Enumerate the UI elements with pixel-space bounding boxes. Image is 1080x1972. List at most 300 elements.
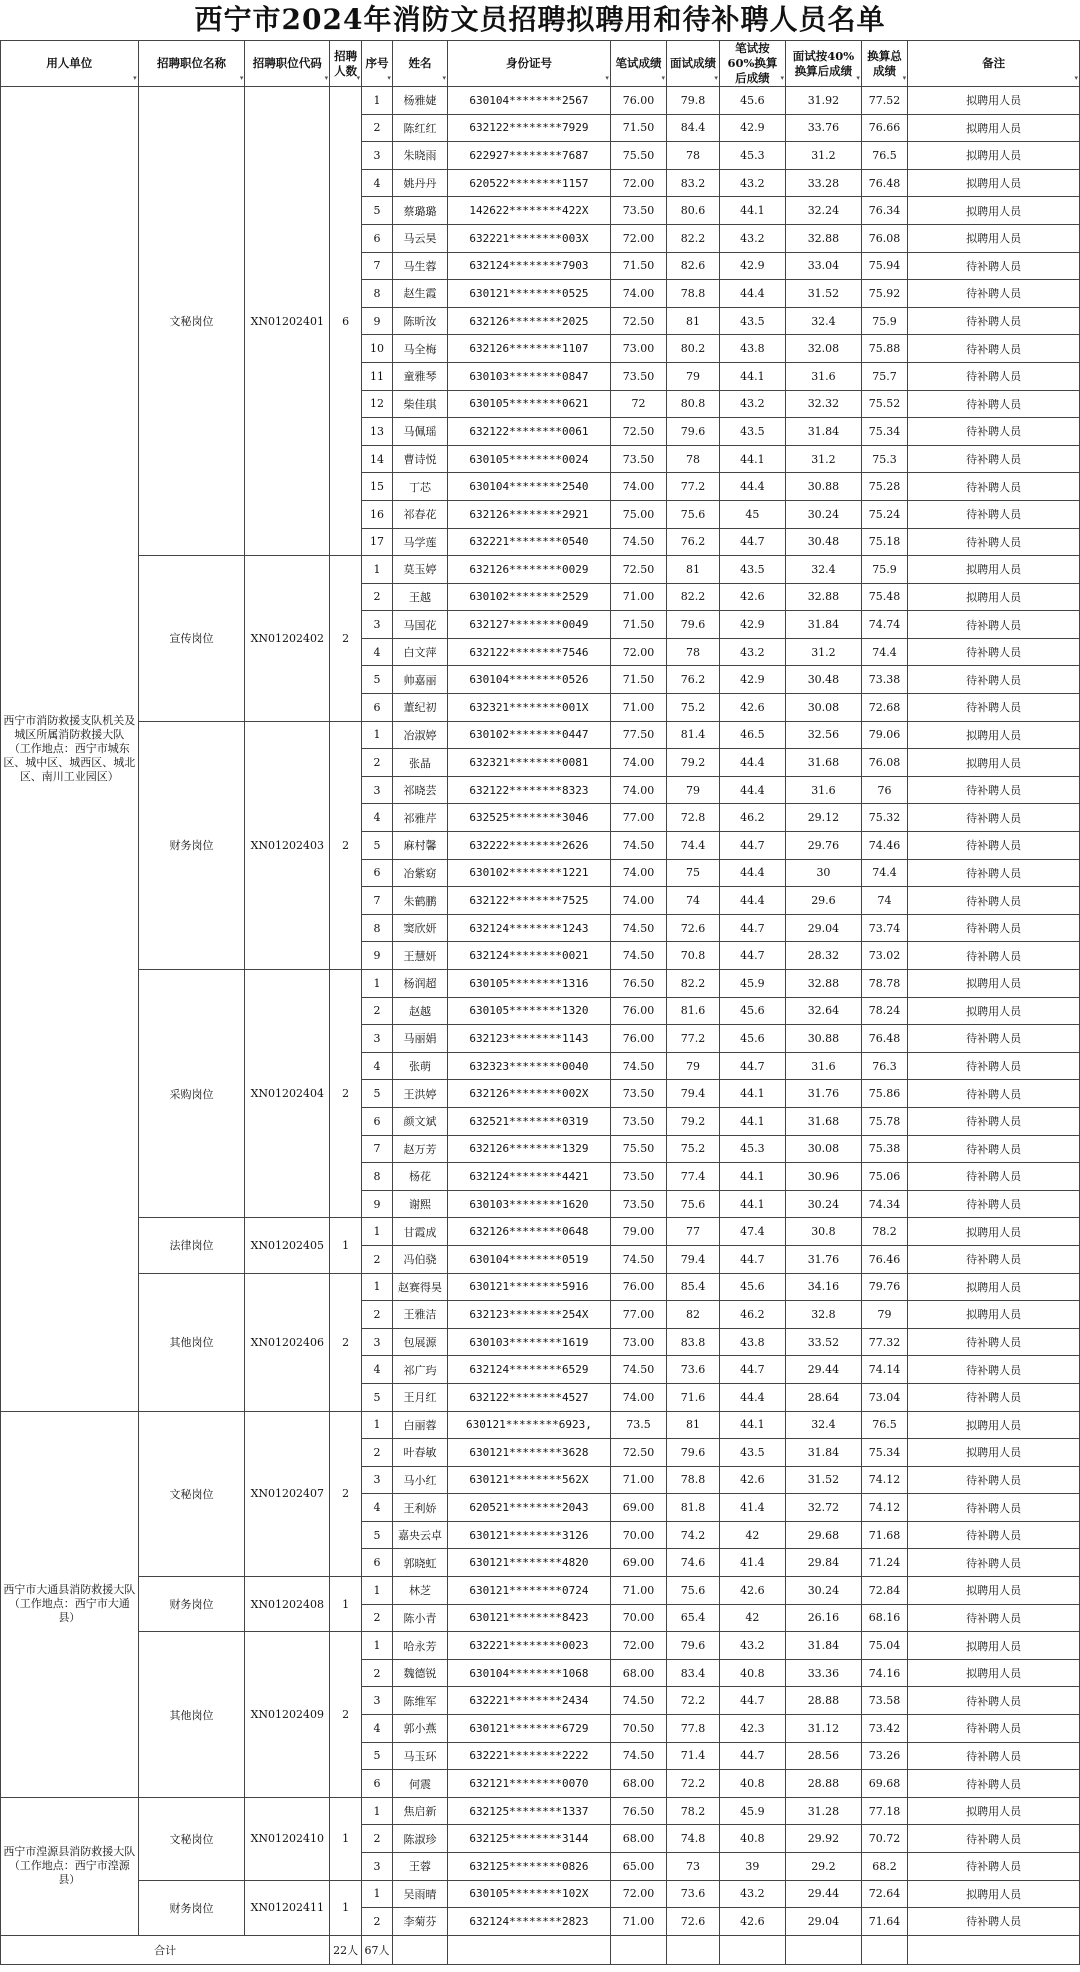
interview-40-cell: 28.64	[785, 1383, 861, 1411]
written-60-cell: 43.2	[719, 224, 785, 252]
total-score-cell: 71.64	[861, 1908, 907, 1936]
id-number-cell: 630121********562X	[447, 1466, 610, 1494]
remark-cell: 待补聘人员	[908, 776, 1080, 804]
total-score-cell: 76.66	[861, 114, 907, 142]
row-index-cell: 2	[362, 1825, 393, 1853]
written-60-cell: 44.4	[719, 280, 785, 308]
written-score-cell: 74.50	[610, 1356, 666, 1384]
filter-dropdown-icon[interactable]: ▾	[661, 73, 666, 82]
id-number-cell: 632125********3144	[447, 1825, 610, 1853]
person-name-cell: 林芝	[392, 1577, 447, 1605]
unit-cell: 西宁市湟源县消防救援大队 （工作地点：西宁市湟源县）	[1, 1797, 139, 1935]
written-score-cell: 73.50	[610, 1107, 666, 1135]
id-number-cell: 630102********0447	[447, 721, 610, 749]
written-score-cell: 76.50	[610, 970, 666, 998]
id-number-cell: 630105********1316	[447, 970, 610, 998]
written-score-cell: 75.50	[610, 142, 666, 170]
position-count-cell: 1	[330, 1218, 362, 1273]
remark-cell: 待补聘人员	[908, 252, 1080, 280]
table-row	[1, 1632, 1080, 1660]
id-number-cell: 632126********1329	[447, 1135, 610, 1163]
interview-40-cell: 29.92	[785, 1825, 861, 1853]
interview-40-cell: 32.4	[785, 1411, 861, 1439]
person-name-cell: 陈维军	[392, 1687, 447, 1715]
remark-cell: 拟聘用人员	[908, 970, 1080, 998]
person-name-cell: 马玉环	[392, 1742, 447, 1770]
id-number-cell: 632126********2025	[447, 307, 610, 335]
interview-40-cell: 30.48	[785, 666, 861, 694]
person-name-cell: 朱晓雨	[392, 142, 447, 170]
interview-40-cell: 29.04	[785, 914, 861, 942]
written-score-cell: 72.00	[610, 169, 666, 197]
filter-dropdown-icon[interactable]: ▾	[780, 73, 784, 82]
interview-score-cell: 74.2	[667, 1521, 720, 1549]
total-empty-cell	[392, 1935, 447, 1964]
written-score-cell: 74.00	[610, 280, 666, 308]
id-number-cell: 630121********6729	[447, 1715, 610, 1743]
row-index-cell: 1	[362, 1797, 393, 1825]
row-index-cell: 4	[362, 1715, 393, 1743]
written-score-cell: 74.50	[610, 914, 666, 942]
total-score-cell: 74.46	[861, 832, 907, 860]
id-number-cell: 630104********1068	[447, 1659, 610, 1687]
id-number-cell: 630104********0519	[447, 1245, 610, 1273]
remark-cell: 待补聘人员	[908, 280, 1080, 308]
written-score-cell: 74.50	[610, 1245, 666, 1273]
person-name-cell: 颜文斌	[392, 1107, 447, 1135]
person-name-cell: 马小红	[392, 1466, 447, 1494]
row-index-cell: 2	[362, 749, 393, 777]
id-number-cell: 630103********1619	[447, 1328, 610, 1356]
written-60-cell: 45.6	[719, 997, 785, 1025]
remark-cell: 待补聘人员	[908, 500, 1080, 528]
interview-score-cell: 73	[667, 1853, 720, 1881]
person-name-cell: 何震	[392, 1770, 447, 1798]
id-number-cell: 632221********0540	[447, 528, 610, 556]
person-name-cell: 莫玉婷	[392, 556, 447, 584]
written-60-cell: 42.6	[719, 583, 785, 611]
remark-cell: 拟聘用人员	[908, 749, 1080, 777]
remark-cell: 待补聘人员	[908, 1080, 1080, 1108]
remark-cell: 待补聘人员	[908, 1521, 1080, 1549]
total-score-cell: 73.26	[861, 1742, 907, 1770]
table-row	[1, 556, 1080, 584]
person-name-cell: 陈红红	[392, 114, 447, 142]
interview-score-cell: 75.6	[667, 1577, 720, 1605]
interview-score-cell: 73.6	[667, 1880, 720, 1908]
person-name-cell: 王雅洁	[392, 1301, 447, 1329]
remark-cell: 拟聘用人员	[908, 1797, 1080, 1825]
written-score-cell: 79.00	[610, 1218, 666, 1246]
column-header-total-score[interactable]: 换算总成绩 ▾	[861, 41, 907, 87]
table-row	[1, 1218, 1080, 1246]
written-60-cell: 47.4	[719, 1218, 785, 1246]
id-number-cell: 632124********7903	[447, 252, 610, 280]
interview-40-cell: 28.88	[785, 1770, 861, 1798]
interview-40-cell: 31.84	[785, 611, 861, 639]
filter-dropdown-icon[interactable]: ▾	[324, 73, 329, 82]
written-score-cell: 74.00	[610, 859, 666, 887]
id-number-cell: 630103********0847	[447, 362, 610, 390]
written-score-cell: 73.5	[610, 1411, 666, 1439]
written-60-cell: 40.8	[719, 1770, 785, 1798]
interview-score-cell: 77.4	[667, 1163, 720, 1191]
interview-score-cell: 82.2	[667, 970, 720, 998]
person-name-cell: 蔡璐璐	[392, 197, 447, 225]
position-count-cell: 1	[330, 1577, 362, 1632]
written-60-cell: 45.9	[719, 1797, 785, 1825]
written-60-cell: 46.2	[719, 804, 785, 832]
written-60-cell: 45.6	[719, 87, 785, 115]
id-number-cell: 632525********3046	[447, 804, 610, 832]
id-number-cell: 632124********0021	[447, 942, 610, 970]
column-header-remark[interactable]: 备注 ▾	[908, 41, 1080, 87]
id-number-cell: 632122********7929	[447, 114, 610, 142]
row-index-cell: 7	[362, 252, 393, 280]
total-score-cell: 76.3	[861, 1052, 907, 1080]
person-name-cell: 王蓉	[392, 1853, 447, 1881]
remark-cell: 拟聘用人员	[908, 1439, 1080, 1467]
id-number-cell: 630121********6923,	[447, 1411, 610, 1439]
remark-cell: 待补聘人员	[908, 418, 1080, 446]
written-score-cell: 73.50	[610, 362, 666, 390]
remark-cell: 拟聘用人员	[908, 142, 1080, 170]
column-header-interview-score[interactable]: 面试成绩 ▾	[667, 41, 720, 87]
page-title: 西宁市2024年消防文员招聘拟聘用和待补聘人员名单	[194, 3, 886, 36]
total-score-cell: 75.04	[861, 1632, 907, 1660]
interview-40-cell: 29.76	[785, 832, 861, 860]
row-index-cell: 2	[362, 997, 393, 1025]
column-header-written-score[interactable]: 笔试成绩 ▾	[610, 41, 666, 87]
position-code-cell: XN01202408	[245, 1577, 330, 1632]
total-score-cell: 69.68	[861, 1770, 907, 1798]
row-index-cell: 3	[362, 142, 393, 170]
person-name-cell: 冶紫窈	[392, 859, 447, 887]
filter-dropdown-icon[interactable]: ▾	[356, 73, 361, 82]
person-name-cell: 冶淑婷	[392, 721, 447, 749]
interview-score-cell: 80.6	[667, 197, 720, 225]
remark-cell: 待补聘人员	[908, 1466, 1080, 1494]
column-header-written-60[interactable]: 笔试按60%换算后成绩 ▾	[719, 41, 785, 87]
total-score-cell: 76.48	[861, 169, 907, 197]
remark-cell: 拟聘用人员	[908, 224, 1080, 252]
total-score-cell: 74.14	[861, 1356, 907, 1384]
interview-40-cell: 31.84	[785, 418, 861, 446]
column-header-index[interactable]: 序号 ▾	[362, 41, 393, 87]
interview-score-cell: 79	[667, 776, 720, 804]
position-code-cell: XN01202403	[245, 721, 330, 969]
interview-score-cell: 79.4	[667, 1080, 720, 1108]
filter-dropdown-icon[interactable]: ▾	[387, 73, 391, 82]
unit-cell: 西宁市大通县消防救援大队 （工作地点：西宁市大通县）	[1, 1411, 139, 1797]
written-score-cell: 72.00	[610, 1632, 666, 1660]
row-index-cell: 2	[362, 114, 393, 142]
interview-40-cell: 31.84	[785, 1439, 861, 1467]
interview-score-cell: 77	[667, 1218, 720, 1246]
interview-score-cell: 71.6	[667, 1383, 720, 1411]
column-header-position-count[interactable]: 招聘人数 ▾	[330, 41, 362, 87]
written-score-cell: 72.00	[610, 1880, 666, 1908]
written-60-cell: 42.6	[719, 694, 785, 722]
id-number-cell: 632125********0826	[447, 1853, 610, 1881]
remark-cell: 待补聘人员	[908, 528, 1080, 556]
total-score-cell: 78.78	[861, 970, 907, 998]
written-60-cell: 44.1	[719, 362, 785, 390]
filter-dropdown-icon[interactable]: ▾	[239, 73, 244, 82]
filter-dropdown-icon[interactable]: ▾	[1074, 73, 1078, 82]
row-index-cell: 5	[362, 832, 393, 860]
remark-cell: 待补聘人员	[908, 335, 1080, 363]
id-number-cell: 632521********0319	[447, 1107, 610, 1135]
interview-40-cell: 32.4	[785, 556, 861, 584]
id-number-cell: 630121********0525	[447, 280, 610, 308]
total-score-cell: 79.76	[861, 1273, 907, 1301]
interview-40-cell: 33.36	[785, 1659, 861, 1687]
total-score-cell: 75.24	[861, 500, 907, 528]
row-index-cell: 11	[362, 362, 393, 390]
table-row	[1, 970, 1080, 998]
interview-40-cell: 32.64	[785, 997, 861, 1025]
remark-cell: 待补聘人员	[908, 1549, 1080, 1577]
interview-score-cell: 79.6	[667, 418, 720, 446]
row-index-cell: 5	[362, 1383, 393, 1411]
id-number-cell: 630105********102X	[447, 1880, 610, 1908]
written-score-cell: 74.50	[610, 1052, 666, 1080]
person-name-cell: 赵赛得昊	[392, 1273, 447, 1301]
written-60-cell: 45.6	[719, 1273, 785, 1301]
interview-score-cell: 78.8	[667, 280, 720, 308]
written-60-cell: 44.4	[719, 859, 785, 887]
interview-score-cell: 78	[667, 445, 720, 473]
total-score-cell: 78.24	[861, 997, 907, 1025]
filter-dropdown-icon[interactable]: ▾	[856, 73, 860, 82]
interview-40-cell: 28.32	[785, 942, 861, 970]
written-score-cell: 69.00	[610, 1494, 666, 1522]
written-score-cell: 74.50	[610, 1687, 666, 1715]
id-number-cell: 630105********0621	[447, 390, 610, 418]
row-index-cell: 9	[362, 1190, 393, 1218]
row-index-cell: 8	[362, 1163, 393, 1191]
interview-score-cell: 72.8	[667, 804, 720, 832]
remark-cell: 拟聘用人员	[908, 583, 1080, 611]
total-persons: 67人	[362, 1935, 393, 1964]
total-score-cell: 75.78	[861, 1107, 907, 1135]
remark-cell: 待补聘人员	[908, 694, 1080, 722]
interview-40-cell: 31.52	[785, 1466, 861, 1494]
column-header-name[interactable]: 姓名 ▾	[392, 41, 447, 87]
interview-score-cell: 76.2	[667, 666, 720, 694]
interview-score-cell: 78	[667, 638, 720, 666]
written-60-cell: 44.4	[719, 749, 785, 777]
id-number-cell: 632221********0023	[447, 1632, 610, 1660]
written-score-cell: 75.50	[610, 1135, 666, 1163]
interview-40-cell: 33.52	[785, 1328, 861, 1356]
interview-40-cell: 29.68	[785, 1521, 861, 1549]
written-60-cell: 44.1	[719, 1411, 785, 1439]
table-row	[1, 1797, 1080, 1825]
row-index-cell: 6	[362, 694, 393, 722]
total-empty-cell	[861, 1935, 907, 1964]
column-header-unit[interactable]: 用人单位 ▾	[1, 41, 139, 87]
total-score-cell: 76.5	[861, 142, 907, 170]
remark-cell: 待补聘人员	[908, 307, 1080, 335]
total-score-cell: 76.08	[861, 749, 907, 777]
written-60-cell: 44.1	[719, 1080, 785, 1108]
person-name-cell: 王慧妍	[392, 942, 447, 970]
position-code-cell: XN01202406	[245, 1273, 330, 1411]
written-score-cell: 77.00	[610, 804, 666, 832]
total-score-cell: 74	[861, 887, 907, 915]
interview-40-cell: 32.72	[785, 1494, 861, 1522]
remark-cell: 拟聘用人员	[908, 197, 1080, 225]
written-score-cell: 72	[610, 390, 666, 418]
interview-40-cell: 29.44	[785, 1356, 861, 1384]
remark-cell: 待补聘人员	[908, 1908, 1080, 1936]
total-empty-cell	[447, 1935, 610, 1964]
remark-cell: 待补聘人员	[908, 1383, 1080, 1411]
interview-score-cell: 79.6	[667, 1632, 720, 1660]
person-name-cell: 麻村馨	[392, 832, 447, 860]
person-name-cell: 王利娇	[392, 1494, 447, 1522]
remark-cell: 待补聘人员	[908, 1825, 1080, 1853]
id-number-cell: 632122********7525	[447, 887, 610, 915]
interview-40-cell: 31.76	[785, 1245, 861, 1273]
written-60-cell: 41.4	[719, 1494, 785, 1522]
row-index-cell: 4	[362, 1494, 393, 1522]
person-name-cell: 马云昊	[392, 224, 447, 252]
remark-cell: 待补聘人员	[908, 1742, 1080, 1770]
written-60-cell: 43.2	[719, 1632, 785, 1660]
total-score-cell: 72.64	[861, 1880, 907, 1908]
total-score-cell: 75.34	[861, 1439, 907, 1467]
person-name-cell: 祁晓芸	[392, 776, 447, 804]
written-60-cell: 45.6	[719, 1025, 785, 1053]
person-name-cell: 张晶	[392, 749, 447, 777]
table-row	[1, 87, 1080, 115]
person-name-cell: 马丽娟	[392, 1025, 447, 1053]
person-name-cell: 董纪初	[392, 694, 447, 722]
written-60-cell: 41.4	[719, 1549, 785, 1577]
remark-cell: 待补聘人员	[908, 362, 1080, 390]
remark-cell: 待补聘人员	[908, 1687, 1080, 1715]
remark-cell: 待补聘人员	[908, 638, 1080, 666]
interview-score-cell: 77.8	[667, 1715, 720, 1743]
position-name-cell: 文秘岗位	[138, 1411, 245, 1577]
total-score-cell: 75.9	[861, 307, 907, 335]
written-score-cell: 74.50	[610, 1742, 666, 1770]
row-index-cell: 2	[362, 1659, 393, 1687]
written-60-cell: 43.2	[719, 638, 785, 666]
position-code-cell: XN01202401	[245, 87, 330, 556]
written-score-cell: 73.00	[610, 1328, 666, 1356]
total-score-cell: 78.2	[861, 1218, 907, 1246]
person-name-cell: 杨花	[392, 1163, 447, 1191]
interview-40-cell: 31.2	[785, 142, 861, 170]
interview-40-cell: 30.48	[785, 528, 861, 556]
id-number-cell: 632126********2921	[447, 500, 610, 528]
row-index-cell: 1	[362, 1411, 393, 1439]
interview-40-cell: 28.88	[785, 1687, 861, 1715]
person-name-cell: 马国花	[392, 611, 447, 639]
filter-dropdown-icon[interactable]: ▾	[442, 73, 446, 82]
remark-cell: 待补聘人员	[908, 859, 1080, 887]
written-60-cell: 42.9	[719, 252, 785, 280]
written-score-cell: 71.00	[610, 583, 666, 611]
total-score-cell: 76.08	[861, 224, 907, 252]
interview-score-cell: 70.8	[667, 942, 720, 970]
column-header-position-code[interactable]: 招聘职位代码 ▾	[245, 41, 330, 87]
row-index-cell: 1	[362, 970, 393, 998]
written-60-cell: 42.6	[719, 1466, 785, 1494]
person-name-cell: 赵生霞	[392, 280, 447, 308]
written-60-cell: 44.7	[719, 1742, 785, 1770]
person-name-cell: 焦启新	[392, 1797, 447, 1825]
position-name-cell: 其他岗位	[138, 1632, 245, 1798]
remark-cell: 待补聘人员	[908, 1245, 1080, 1273]
total-score-cell: 73.38	[861, 666, 907, 694]
remark-cell: 拟聘用人员	[908, 87, 1080, 115]
interview-40-cell: 30.8	[785, 1218, 861, 1246]
written-score-cell: 71.50	[610, 114, 666, 142]
written-60-cell: 42.9	[719, 611, 785, 639]
remark-cell: 待补聘人员	[908, 1494, 1080, 1522]
person-name-cell: 吴雨晴	[392, 1880, 447, 1908]
filter-dropdown-icon[interactable]: ▾	[714, 73, 718, 82]
column-header-position-name[interactable]: 招聘职位名称 ▾	[138, 41, 245, 87]
total-score-cell: 77.18	[861, 1797, 907, 1825]
id-number-cell: 622927********7687	[447, 142, 610, 170]
row-index-cell: 1	[362, 1632, 393, 1660]
person-name-cell: 赵万芳	[392, 1135, 447, 1163]
total-score-cell: 75.38	[861, 1135, 907, 1163]
written-60-cell: 44.7	[719, 942, 785, 970]
interview-40-cell: 29.04	[785, 1908, 861, 1936]
row-index-cell: 4	[362, 804, 393, 832]
row-index-cell: 2	[362, 1604, 393, 1632]
column-header-id-number[interactable]: 身份证号 ▾	[447, 41, 610, 87]
person-name-cell: 帅嘉丽	[392, 666, 447, 694]
interview-40-cell: 30.24	[785, 1190, 861, 1218]
row-index-cell: 15	[362, 473, 393, 501]
total-score-cell: 73.02	[861, 942, 907, 970]
interview-40-cell: 31.76	[785, 1080, 861, 1108]
interview-score-cell: 79	[667, 1052, 720, 1080]
id-number-cell: 632122********7546	[447, 638, 610, 666]
position-count-cell: 1	[330, 1880, 362, 1935]
interview-score-cell: 82.6	[667, 252, 720, 280]
filter-dropdown-icon[interactable]: ▾	[133, 73, 137, 82]
filter-dropdown-icon[interactable]: ▾	[902, 73, 907, 82]
filter-dropdown-icon[interactable]: ▾	[605, 73, 609, 82]
total-empty-cell	[610, 1935, 666, 1964]
column-header-interview-40[interactable]: 面试按40%换算后成绩 ▾	[785, 41, 861, 87]
unit-cell: 西宁市消防救援支队机关及城区所属消防救援大队 （工作地点：西宁市城东区、城中区、城西区、城北区、南川工业园区）	[1, 87, 139, 1412]
row-index-cell: 7	[362, 1135, 393, 1163]
person-name-cell: 王越	[392, 583, 447, 611]
id-number-cell: 630104********2540	[447, 473, 610, 501]
total-score-cell: 76.34	[861, 197, 907, 225]
written-60-cell: 44.1	[719, 1163, 785, 1191]
written-60-cell: 43.8	[719, 335, 785, 363]
person-name-cell: 杨润超	[392, 970, 447, 998]
written-score-cell: 74.50	[610, 528, 666, 556]
written-60-cell: 44.7	[719, 832, 785, 860]
written-score-cell: 72.50	[610, 1439, 666, 1467]
interview-40-cell: 34.16	[785, 1273, 861, 1301]
person-name-cell: 曹诗悦	[392, 445, 447, 473]
total-score-cell: 68.2	[861, 1853, 907, 1881]
interview-40-cell: 31.68	[785, 749, 861, 777]
